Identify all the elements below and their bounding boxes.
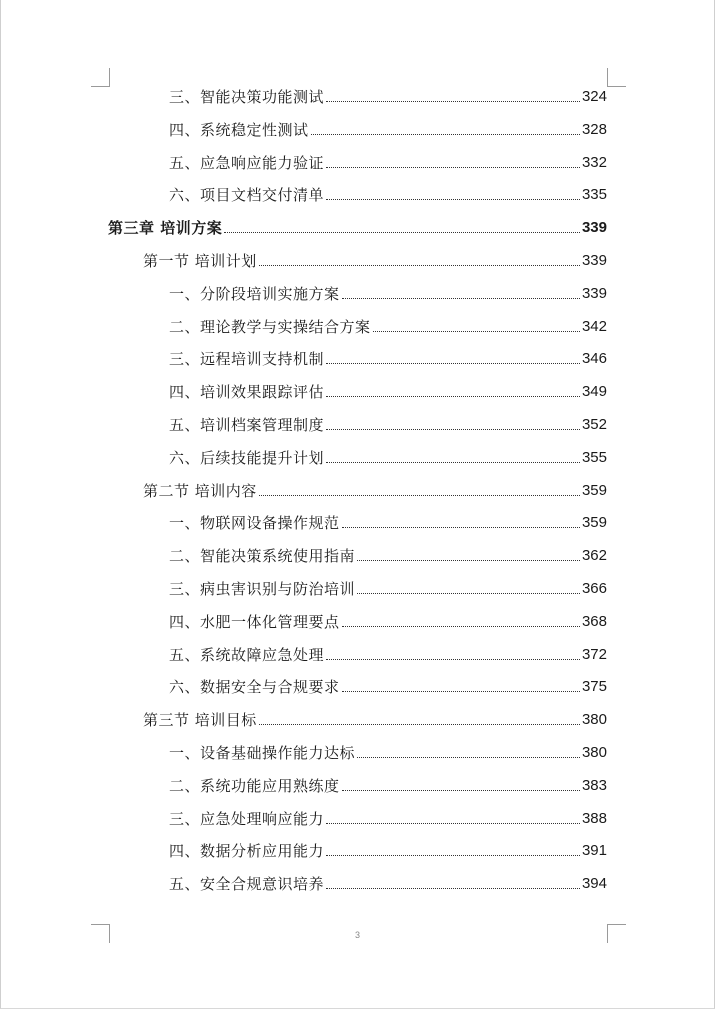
toc-entry[interactable] — [143, 245, 607, 271]
toc-entry-title: 第三节 培训目标 — [143, 711, 257, 730]
toc-entry[interactable] — [169, 409, 607, 435]
toc-entry-title: 三、远程培训支持机制 — [169, 350, 325, 369]
toc-entry[interactable] — [169, 573, 607, 599]
toc-leader-dots — [342, 626, 580, 627]
toc-entry[interactable] — [169, 770, 607, 796]
toc-entry-title: 三、应急处理响应能力 — [169, 809, 325, 828]
toc-entry-page: 388 — [581, 809, 607, 827]
toc-entry-page: 346 — [581, 350, 607, 368]
toc-leader-dots — [326, 101, 580, 102]
toc-entry[interactable] — [169, 639, 607, 665]
toc-entry[interactable] — [169, 147, 607, 173]
crop-mark-top-right — [607, 68, 626, 87]
toc-entry-title: 四、系统稳定性测试 — [169, 120, 309, 139]
toc-leader-dots — [326, 855, 580, 856]
toc-entry-title: 六、项目文档交付清单 — [169, 186, 325, 205]
toc-leader-dots — [373, 331, 580, 332]
toc-entry[interactable] — [169, 737, 607, 763]
page-number: 3 — [354, 930, 360, 940]
toc-entry[interactable] — [108, 212, 607, 238]
toc-entry[interactable] — [169, 868, 607, 894]
toc-entry-page: 391 — [581, 842, 607, 860]
toc-entry-title: 一、分阶段培训实施方案 — [169, 284, 340, 303]
toc-entry[interactable] — [169, 540, 607, 566]
toc-entry-page: 324 — [581, 88, 607, 105]
toc-entry-page: 375 — [581, 678, 607, 696]
toc-entry[interactable] — [169, 311, 607, 337]
toc-entry-page: 342 — [581, 317, 607, 335]
toc-leader-dots — [326, 199, 580, 200]
toc-entry[interactable] — [169, 671, 607, 697]
toc-entry-title: 六、后续技能提升计划 — [169, 448, 325, 467]
toc-entry-page: 349 — [581, 383, 607, 401]
toc-entry-title: 二、理论教学与实操结合方案 — [169, 317, 371, 336]
toc-entry-title: 五、培训档案管理制度 — [169, 416, 325, 434]
toc-entry-title: 二、智能决策系统使用指南 — [169, 547, 356, 566]
toc-leader-dots — [326, 659, 580, 660]
toc-entry-title: 五、安全合规意识培养 — [169, 875, 325, 894]
toc-entry-page: 366 — [581, 580, 607, 597]
toc-leader-dots — [311, 134, 580, 135]
toc-entry-page: 339 — [581, 252, 607, 269]
toc-entry-page: 328 — [581, 120, 607, 138]
toc-entry[interactable] — [169, 442, 607, 468]
toc-entry[interactable] — [169, 376, 607, 402]
toc-leader-dots — [259, 495, 580, 496]
toc-entry-page: 368 — [581, 612, 607, 630]
toc-entry-page: 362 — [581, 547, 607, 565]
toc-entry-title: 二、系统功能应用熟练度 — [169, 776, 340, 795]
toc-leader-dots — [224, 232, 580, 233]
toc-leader-dots — [342, 298, 580, 299]
toc-leader-dots — [326, 429, 580, 430]
toc-entry-title: 第三章 培训方案 — [108, 219, 223, 238]
toc-entry-title: 一、设备基础操作能力达标 — [169, 744, 356, 762]
toc-leader-dots — [326, 823, 580, 824]
toc-entry[interactable] — [169, 81, 607, 107]
toc-entry-title: 四、水肥一体化管理要点 — [169, 612, 340, 631]
toc-leader-dots — [342, 691, 580, 692]
toc-leader-dots — [326, 462, 580, 463]
toc-entry-title: 三、病虫害识别与防治培训 — [169, 580, 356, 598]
toc-entry-title: 六、数据安全与合规要求 — [169, 678, 340, 697]
toc-entry-page: 380 — [581, 711, 607, 729]
toc-entry-title: 三、智能决策功能测试 — [169, 88, 325, 106]
toc-entry-title: 第二节 培训内容 — [143, 481, 257, 500]
toc-leader-dots — [326, 888, 580, 889]
toc-entry-page: 372 — [581, 645, 607, 663]
toc-entry[interactable] — [169, 606, 607, 632]
toc-leader-dots — [326, 167, 580, 168]
toc-entry[interactable] — [169, 179, 607, 205]
toc-entry-page: 352 — [581, 416, 607, 433]
toc-entry-page: 380 — [581, 744, 607, 761]
toc-leader-dots — [342, 527, 580, 528]
toc-entry-page: 355 — [581, 448, 607, 466]
toc-entry-page: 359 — [581, 514, 607, 532]
toc-leader-dots — [357, 757, 580, 758]
toc-leader-dots — [326, 363, 580, 364]
toc-entry-page: 394 — [581, 875, 607, 893]
toc-entry[interactable] — [143, 475, 607, 501]
toc-entry[interactable] — [143, 704, 607, 730]
crop-mark-top-left — [91, 68, 110, 87]
toc-entry-page: 359 — [581, 481, 607, 499]
toc-entry-page: 383 — [581, 776, 607, 794]
toc-leader-dots — [357, 560, 580, 561]
toc-entry-title: 四、培训效果跟踪评估 — [169, 383, 325, 402]
toc-entry-title: 五、应急响应能力验证 — [169, 153, 325, 172]
toc-entry[interactable] — [169, 343, 607, 369]
toc-entry[interactable] — [169, 507, 607, 533]
toc-entry-title: 五、系统故障应急处理 — [169, 645, 325, 664]
toc-leader-dots — [342, 790, 580, 791]
toc-entry[interactable] — [169, 278, 607, 304]
toc-entry-page: 339 — [581, 219, 607, 237]
toc-leader-dots — [259, 265, 580, 266]
toc-entry[interactable] — [169, 114, 607, 140]
toc-leader-dots — [357, 593, 580, 594]
toc-entry-page: 335 — [581, 186, 607, 204]
toc-entry[interactable] — [169, 835, 607, 861]
toc-entry-title: 一、物联网设备操作规范 — [169, 514, 340, 533]
toc-entry-page: 332 — [581, 153, 607, 171]
toc-entry-page: 339 — [581, 284, 607, 302]
toc-leader-dots — [326, 396, 580, 397]
toc-leader-dots — [259, 724, 580, 725]
toc-entry-title: 四、数据分析应用能力 — [169, 842, 325, 861]
toc-entry[interactable] — [169, 803, 607, 829]
toc-entry-title: 第一节 培训计划 — [143, 252, 257, 270]
